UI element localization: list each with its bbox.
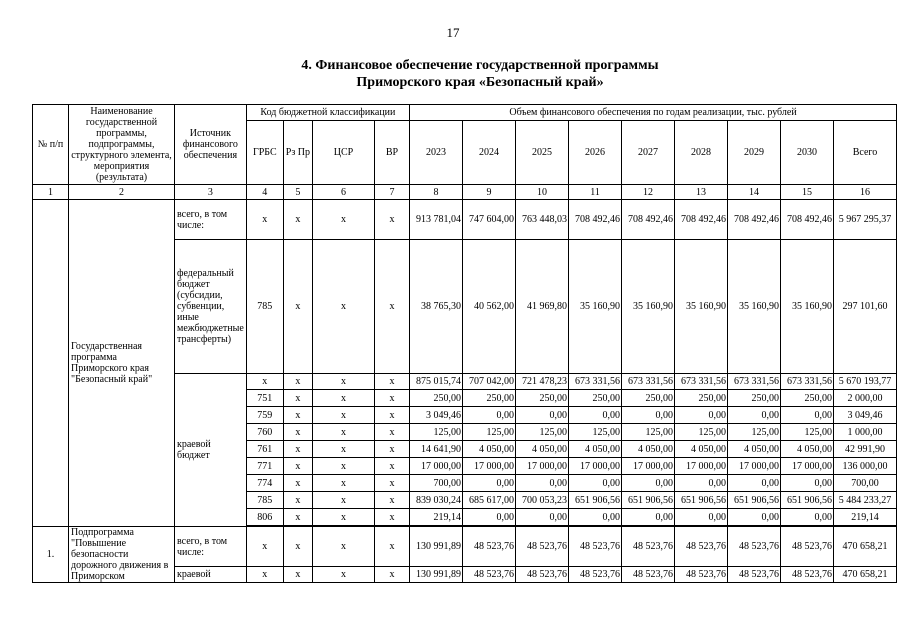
vr-cell: х bbox=[375, 424, 410, 441]
vr-cell: х bbox=[375, 527, 410, 567]
value-cell: 17 000,00 bbox=[569, 458, 622, 475]
value-cell: 35 160,90 bbox=[728, 240, 781, 374]
value-cell: 0,00 bbox=[516, 407, 569, 424]
header-row-1 bbox=[33, 105, 897, 121]
vr-cell: х bbox=[375, 374, 410, 390]
value-cell: 48 523,76 bbox=[728, 527, 781, 567]
col-number: 7 bbox=[375, 185, 410, 200]
value-cell: 0,00 bbox=[781, 475, 834, 492]
value-cell: 48 523,76 bbox=[781, 567, 834, 583]
total-cell: 219,14 bbox=[834, 509, 897, 526]
csr-cell: х bbox=[313, 492, 375, 509]
rzpr-cell: х bbox=[283, 492, 312, 509]
value-cell: 40 562,00 bbox=[463, 240, 516, 374]
value-cell: 125,00 bbox=[781, 424, 834, 441]
header-num: № п/п bbox=[33, 105, 69, 185]
header-csr: ЦСР bbox=[313, 121, 375, 185]
value-cell: 130 991,89 bbox=[410, 567, 463, 583]
vr-cell: х bbox=[375, 441, 410, 458]
value-cell: 673 331,56 bbox=[728, 374, 781, 390]
value-cell: 35 160,90 bbox=[569, 240, 622, 374]
rzpr-cell: х bbox=[283, 458, 312, 475]
value-cell: 250,00 bbox=[463, 390, 516, 407]
total-cell: 5 967 295,37 bbox=[834, 200, 897, 240]
value-cell: 125,00 bbox=[622, 424, 675, 441]
source-cell: краевой bbox=[175, 567, 247, 583]
total-cell: 3 049,46 bbox=[834, 407, 897, 424]
csr-cell: х bbox=[313, 407, 375, 424]
total-cell: 42 991,90 bbox=[834, 441, 897, 458]
rzpr-cell: х bbox=[283, 475, 312, 492]
value-cell: 4 050,00 bbox=[675, 441, 728, 458]
value-cell: 0,00 bbox=[622, 475, 675, 492]
grbs-cell: 806 bbox=[246, 509, 283, 526]
value-cell: 4 050,00 bbox=[781, 441, 834, 458]
total-cell: 5 670 193,77 bbox=[834, 374, 897, 390]
header-volume: Объем финансового обеспечения по годам реализации, тыс. рублей bbox=[410, 105, 897, 121]
col-number: 4 bbox=[246, 185, 283, 200]
header-total: Всего bbox=[834, 121, 897, 185]
csr-cell: х bbox=[313, 441, 375, 458]
value-cell: 125,00 bbox=[410, 424, 463, 441]
grbs-cell: х bbox=[246, 527, 283, 567]
value-cell: 708 492,46 bbox=[569, 200, 622, 240]
grbs-cell: 761 bbox=[246, 441, 283, 458]
vr-cell: х bbox=[375, 200, 410, 240]
value-cell: 0,00 bbox=[516, 475, 569, 492]
table-row bbox=[33, 527, 897, 567]
value-cell: 839 030,24 bbox=[410, 492, 463, 509]
value-cell: 651 906,56 bbox=[622, 492, 675, 509]
value-cell: 0,00 bbox=[622, 509, 675, 526]
header-year: 2026 bbox=[569, 121, 622, 185]
value-cell: 708 492,46 bbox=[622, 200, 675, 240]
value-cell: 0,00 bbox=[781, 509, 834, 526]
value-cell: 0,00 bbox=[728, 475, 781, 492]
value-cell: 48 523,76 bbox=[781, 527, 834, 567]
subprogram-name: Подпрограмма "Повышение безопасности дорожного движения в Приморском bbox=[69, 527, 175, 583]
program-num bbox=[33, 200, 69, 527]
value-cell: 673 331,56 bbox=[781, 374, 834, 390]
value-cell: 48 523,76 bbox=[516, 527, 569, 567]
value-cell: 673 331,56 bbox=[569, 374, 622, 390]
csr-cell: х bbox=[313, 424, 375, 441]
rzpr-cell: х bbox=[283, 567, 312, 583]
grbs-cell: 771 bbox=[246, 458, 283, 475]
col-number: 15 bbox=[781, 185, 834, 200]
total-cell: 1 000,00 bbox=[834, 424, 897, 441]
value-cell: 673 331,56 bbox=[675, 374, 728, 390]
value-cell: 250,00 bbox=[569, 390, 622, 407]
rzpr-cell: х bbox=[283, 390, 312, 407]
source-cell: всего, в том числе: bbox=[175, 527, 247, 567]
value-cell: 0,00 bbox=[675, 475, 728, 492]
rzpr-cell: х bbox=[283, 424, 312, 441]
grbs-cell: 785 bbox=[246, 492, 283, 509]
value-cell: 250,00 bbox=[675, 390, 728, 407]
source-cell: краевой бюджет bbox=[175, 374, 247, 527]
page-number: 17 bbox=[446, 25, 460, 40]
value-cell: 0,00 bbox=[728, 407, 781, 424]
subprogram-num: 1. bbox=[33, 527, 69, 583]
header-year: 2028 bbox=[675, 121, 728, 185]
header-year: 2029 bbox=[728, 121, 781, 185]
csr-cell: х bbox=[313, 527, 375, 567]
value-cell: 708 492,46 bbox=[675, 200, 728, 240]
grbs-cell: 774 bbox=[246, 475, 283, 492]
col-number: 2 bbox=[69, 185, 175, 200]
source-cell: всего, в том числе: bbox=[175, 200, 247, 240]
rzpr-cell: х bbox=[283, 240, 312, 374]
value-cell: 35 160,90 bbox=[781, 240, 834, 374]
value-cell: 913 781,04 bbox=[410, 200, 463, 240]
value-cell: 17 000,00 bbox=[516, 458, 569, 475]
col-number: 16 bbox=[834, 185, 897, 200]
rzpr-cell: х bbox=[283, 200, 312, 240]
value-cell: 673 331,56 bbox=[622, 374, 675, 390]
financing-table bbox=[32, 104, 897, 583]
header-year: 2024 bbox=[463, 121, 516, 185]
header-budget-code: Код бюджетной классификации bbox=[246, 105, 409, 121]
value-cell: 4 050,00 bbox=[516, 441, 569, 458]
header-year: 2023 bbox=[410, 121, 463, 185]
csr-cell: х bbox=[313, 458, 375, 475]
total-cell: 2 000,00 bbox=[834, 390, 897, 407]
col-number: 10 bbox=[516, 185, 569, 200]
col-number: 14 bbox=[728, 185, 781, 200]
value-cell: 17 000,00 bbox=[410, 458, 463, 475]
csr-cell: х bbox=[313, 567, 375, 583]
value-cell: 48 523,76 bbox=[728, 567, 781, 583]
value-cell: 48 523,76 bbox=[463, 527, 516, 567]
total-cell: 297 101,60 bbox=[834, 240, 897, 374]
value-cell: 708 492,46 bbox=[728, 200, 781, 240]
rzpr-cell: х bbox=[283, 527, 312, 567]
rzpr-cell: х bbox=[283, 441, 312, 458]
vr-cell: х bbox=[375, 567, 410, 583]
value-cell: 651 906,56 bbox=[569, 492, 622, 509]
value-cell: 708 492,46 bbox=[781, 200, 834, 240]
value-cell: 0,00 bbox=[463, 475, 516, 492]
value-cell: 4 050,00 bbox=[728, 441, 781, 458]
value-cell: 219,14 bbox=[410, 509, 463, 526]
col-number: 12 bbox=[622, 185, 675, 200]
value-cell: 48 523,76 bbox=[463, 567, 516, 583]
total-cell: 470 658,21 bbox=[834, 527, 897, 567]
value-cell: 0,00 bbox=[569, 475, 622, 492]
value-cell: 48 523,76 bbox=[622, 527, 675, 567]
header-name: Наименование государственной программы, подпрограммы, структурного элемента, мероприятия (результата) bbox=[69, 105, 175, 185]
col-number: 3 bbox=[175, 185, 247, 200]
value-cell: 700 053,23 bbox=[516, 492, 569, 509]
csr-cell: х bbox=[313, 475, 375, 492]
value-cell: 3 049,46 bbox=[410, 407, 463, 424]
col-number: 13 bbox=[675, 185, 728, 200]
value-cell: 125,00 bbox=[463, 424, 516, 441]
value-cell: 4 050,00 bbox=[463, 441, 516, 458]
value-cell: 250,00 bbox=[516, 390, 569, 407]
value-cell: 721 478,23 bbox=[516, 374, 569, 390]
col-number: 9 bbox=[463, 185, 516, 200]
value-cell: 700,00 bbox=[410, 475, 463, 492]
col-number: 11 bbox=[569, 185, 622, 200]
value-cell: 0,00 bbox=[569, 407, 622, 424]
header-source: Источник финансового обеспечения bbox=[175, 105, 247, 185]
value-cell: 48 523,76 bbox=[516, 567, 569, 583]
vr-cell: х bbox=[375, 509, 410, 526]
value-cell: 48 523,76 bbox=[622, 567, 675, 583]
value-cell: 875 015,74 bbox=[410, 374, 463, 390]
grbs-cell: х bbox=[246, 567, 283, 583]
total-cell: 470 658,21 bbox=[834, 567, 897, 583]
value-cell: 250,00 bbox=[781, 390, 834, 407]
grbs-cell: х bbox=[246, 374, 283, 390]
value-cell: 0,00 bbox=[463, 407, 516, 424]
value-cell: 48 523,76 bbox=[675, 567, 728, 583]
value-cell: 130 991,89 bbox=[410, 527, 463, 567]
program-name: Государственная программа Приморского края "Безопасный край" bbox=[69, 200, 175, 527]
header-year: 2025 bbox=[516, 121, 569, 185]
header-rzpr: Рз Пр bbox=[283, 121, 312, 185]
vr-cell: х bbox=[375, 390, 410, 407]
value-cell: 17 000,00 bbox=[463, 458, 516, 475]
table-row bbox=[33, 200, 897, 240]
value-cell: 0,00 bbox=[781, 407, 834, 424]
value-cell: 125,00 bbox=[569, 424, 622, 441]
value-cell: 48 523,76 bbox=[675, 527, 728, 567]
header-year: 2030 bbox=[781, 121, 834, 185]
value-cell: 17 000,00 bbox=[622, 458, 675, 475]
col-number: 1 bbox=[33, 185, 69, 200]
title-line-1: 4. Финансовое обеспечение государственной программы bbox=[301, 58, 659, 73]
header-vr: ВР bbox=[375, 121, 410, 185]
csr-cell: х bbox=[313, 200, 375, 240]
rzpr-cell: х bbox=[283, 407, 312, 424]
value-cell: 0,00 bbox=[622, 407, 675, 424]
title-line-2: Приморского края «Безопасный край» bbox=[356, 75, 604, 90]
value-cell: 0,00 bbox=[675, 509, 728, 526]
total-cell: 5 484 233,27 bbox=[834, 492, 897, 509]
value-cell: 35 160,90 bbox=[675, 240, 728, 374]
grbs-cell: 785 bbox=[246, 240, 283, 374]
value-cell: 685 617,00 bbox=[463, 492, 516, 509]
grbs-cell: х bbox=[246, 200, 283, 240]
value-cell: 763 448,03 bbox=[516, 200, 569, 240]
value-cell: 17 000,00 bbox=[781, 458, 834, 475]
vr-cell: х bbox=[375, 240, 410, 374]
header-year: 2027 bbox=[622, 121, 675, 185]
header-grbs: ГРБС bbox=[246, 121, 283, 185]
value-cell: 0,00 bbox=[728, 509, 781, 526]
col-number: 5 bbox=[283, 185, 312, 200]
value-cell: 707 042,00 bbox=[463, 374, 516, 390]
value-cell: 0,00 bbox=[516, 509, 569, 526]
value-cell: 651 906,56 bbox=[728, 492, 781, 509]
vr-cell: х bbox=[375, 407, 410, 424]
csr-cell: х bbox=[313, 240, 375, 374]
grbs-cell: 751 bbox=[246, 390, 283, 407]
value-cell: 17 000,00 bbox=[728, 458, 781, 475]
value-cell: 4 050,00 bbox=[569, 441, 622, 458]
value-cell: 48 523,76 bbox=[569, 527, 622, 567]
value-cell: 0,00 bbox=[569, 509, 622, 526]
column-numbers-row bbox=[33, 185, 897, 200]
value-cell: 747 604,00 bbox=[463, 200, 516, 240]
total-cell: 136 000,00 bbox=[834, 458, 897, 475]
col-number: 8 bbox=[410, 185, 463, 200]
value-cell: 651 906,56 bbox=[675, 492, 728, 509]
value-cell: 651 906,56 bbox=[781, 492, 834, 509]
vr-cell: х bbox=[375, 492, 410, 509]
value-cell: 125,00 bbox=[728, 424, 781, 441]
value-cell: 125,00 bbox=[675, 424, 728, 441]
value-cell: 250,00 bbox=[410, 390, 463, 407]
page-title bbox=[0, 57, 906, 91]
rzpr-cell: х bbox=[283, 374, 312, 390]
value-cell: 17 000,00 bbox=[675, 458, 728, 475]
csr-cell: х bbox=[313, 509, 375, 526]
value-cell: 0,00 bbox=[463, 509, 516, 526]
value-cell: 250,00 bbox=[622, 390, 675, 407]
rzpr-cell: х bbox=[283, 509, 312, 526]
col-number: 6 bbox=[313, 185, 375, 200]
value-cell: 35 160,90 bbox=[622, 240, 675, 374]
source-cell: федеральный бюджет (субсидии, субвенции, иные межбюджетные трансферты) bbox=[175, 240, 247, 374]
value-cell: 250,00 bbox=[728, 390, 781, 407]
value-cell: 38 765,30 bbox=[410, 240, 463, 374]
value-cell: 125,00 bbox=[516, 424, 569, 441]
grbs-cell: 759 bbox=[246, 407, 283, 424]
value-cell: 48 523,76 bbox=[569, 567, 622, 583]
value-cell: 4 050,00 bbox=[622, 441, 675, 458]
csr-cell: х bbox=[313, 374, 375, 390]
total-cell: 700,00 bbox=[834, 475, 897, 492]
csr-cell: х bbox=[313, 390, 375, 407]
value-cell: 14 641,90 bbox=[410, 441, 463, 458]
vr-cell: х bbox=[375, 475, 410, 492]
value-cell: 0,00 bbox=[675, 407, 728, 424]
vr-cell: х bbox=[375, 458, 410, 475]
grbs-cell: 760 bbox=[246, 424, 283, 441]
value-cell: 41 969,80 bbox=[516, 240, 569, 374]
